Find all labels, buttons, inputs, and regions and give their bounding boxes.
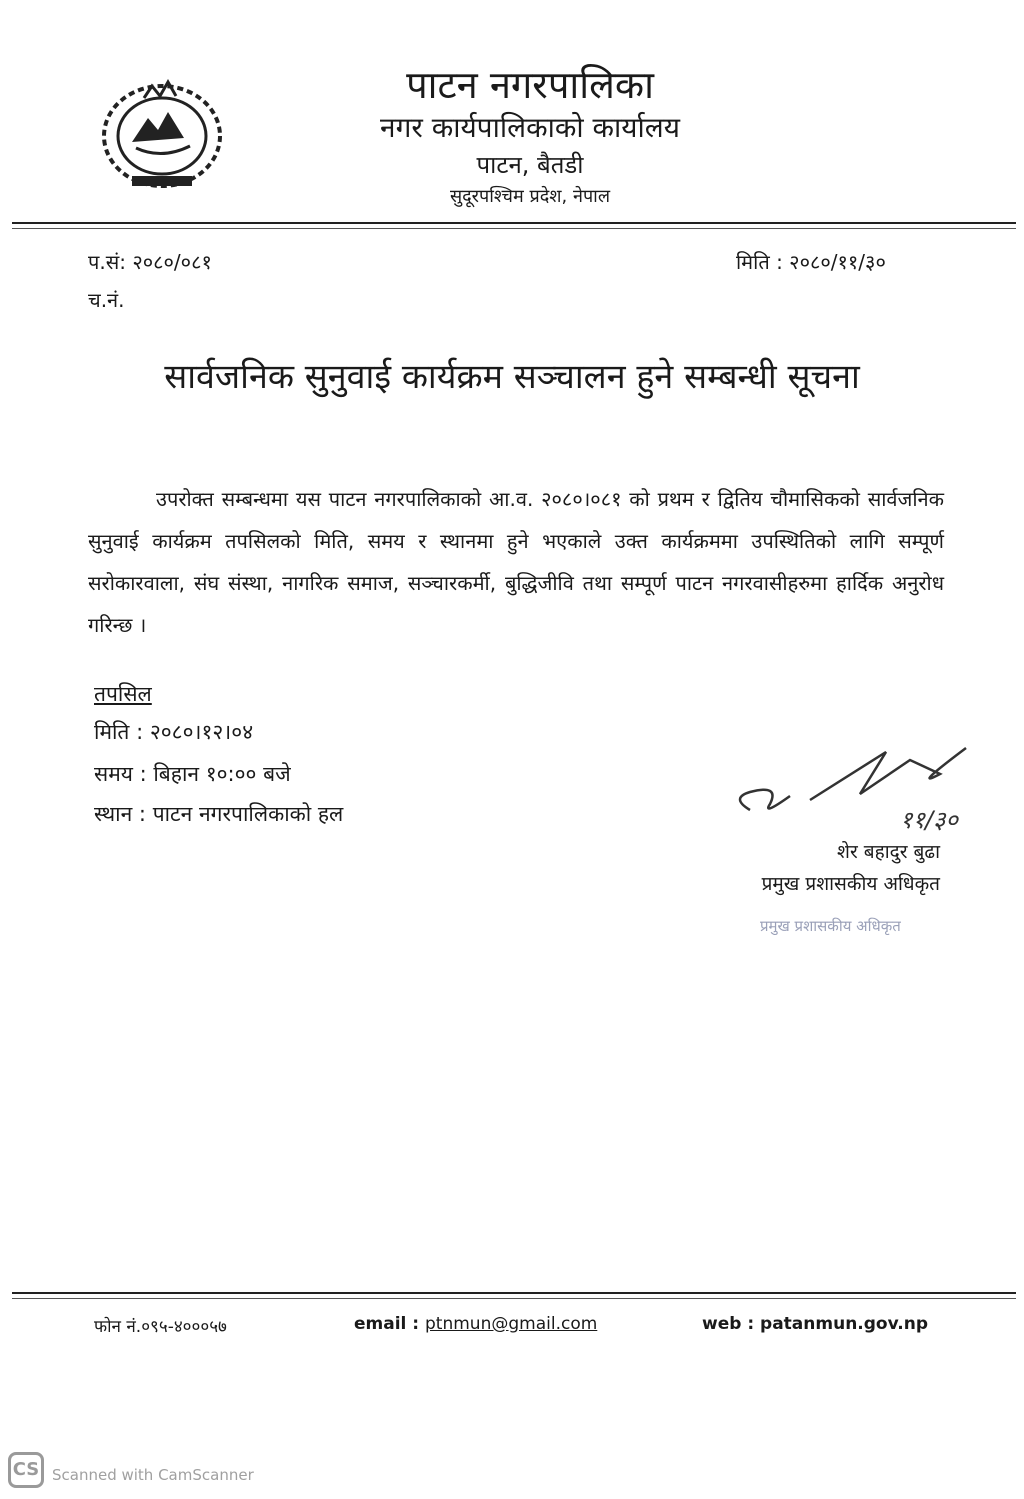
footer-website[interactable]: web : patanmun.gov.np (702, 1314, 929, 1334)
header-divider-thin (12, 228, 1016, 229)
header-divider (12, 222, 1016, 224)
camscanner-watermark: Scanned with CamScanner (52, 1466, 254, 1484)
footer-email-label: email : (354, 1314, 426, 1334)
nepal-emblem-icon (92, 68, 232, 196)
notice-title: सार्वजनिक सुनुवाई कार्यक्रम सञ्चालन हुने सम्बन्धी सूचना (164, 357, 860, 397)
footer-divider (12, 1292, 1016, 1294)
official-stamp: प्रमुख प्रशासकीय अधिकृत (760, 917, 901, 935)
footer-phone: फोन नं.०९५-४०००५७ (94, 1317, 227, 1337)
footer-email (354, 1314, 597, 1334)
footer-email-link[interactable]: ptnmun@gmail.com (425, 1314, 598, 1334)
signature-date: ११/३० (900, 806, 959, 834)
details-heading: तपसिल (94, 682, 152, 706)
event-venue: स्थान : पाटन नगरपालिकाको हल (94, 802, 344, 826)
signatory-title: प्रमुख प्रशासकीय अधिकृत (761, 873, 940, 895)
notice-body: उपरोक्त सम्बन्धमा यस पाटन नगरपालिकाको आ.व. २०८०।०८१ को प्रथम र द्वितिय चौमासिकको सार्वजनिक सुनुवाई कार्यक्रम तपसिलको मिति, समय र स्थानमा हुने भएकाले उक्त कार्यक्रममा उपस्थितिको लागि सम्पूर्ण सरोकारवाला, संघ संस्था, नागरिक समाज, सञ्चारकर्मी, बुद्धिजीवि तथा सम्पूर्ण पाटन नगरवासीहरुमा हार्दिक अनुरोध गरिन्छ । (88, 487, 944, 637)
province-name: सुदूरपश्चिम प्रदेश, नेपाल (449, 186, 611, 207)
signature-icon (710, 738, 1000, 838)
letter-number: प.सं: २०८०/०८१ (88, 250, 212, 274)
event-time: समय : बिहान १०:०० बजे (94, 762, 291, 786)
camscanner-logo: CS (8, 1452, 44, 1488)
office-name: नगर कार्यपालिकाको कार्यालय (380, 111, 680, 144)
letter-date: मिति : २०८०/११/३० (736, 250, 886, 274)
dispatch-number: च.नं. (88, 288, 125, 312)
signatory-name: शेर बहादुर बुढा (837, 841, 940, 863)
municipality-name: पाटन नगरपालिका (406, 63, 654, 107)
office-location: पाटन, बैतडी (476, 151, 584, 179)
event-date: मिति : २०८०।१२।०४ (94, 720, 254, 744)
footer-divider-thin (12, 1298, 1016, 1299)
